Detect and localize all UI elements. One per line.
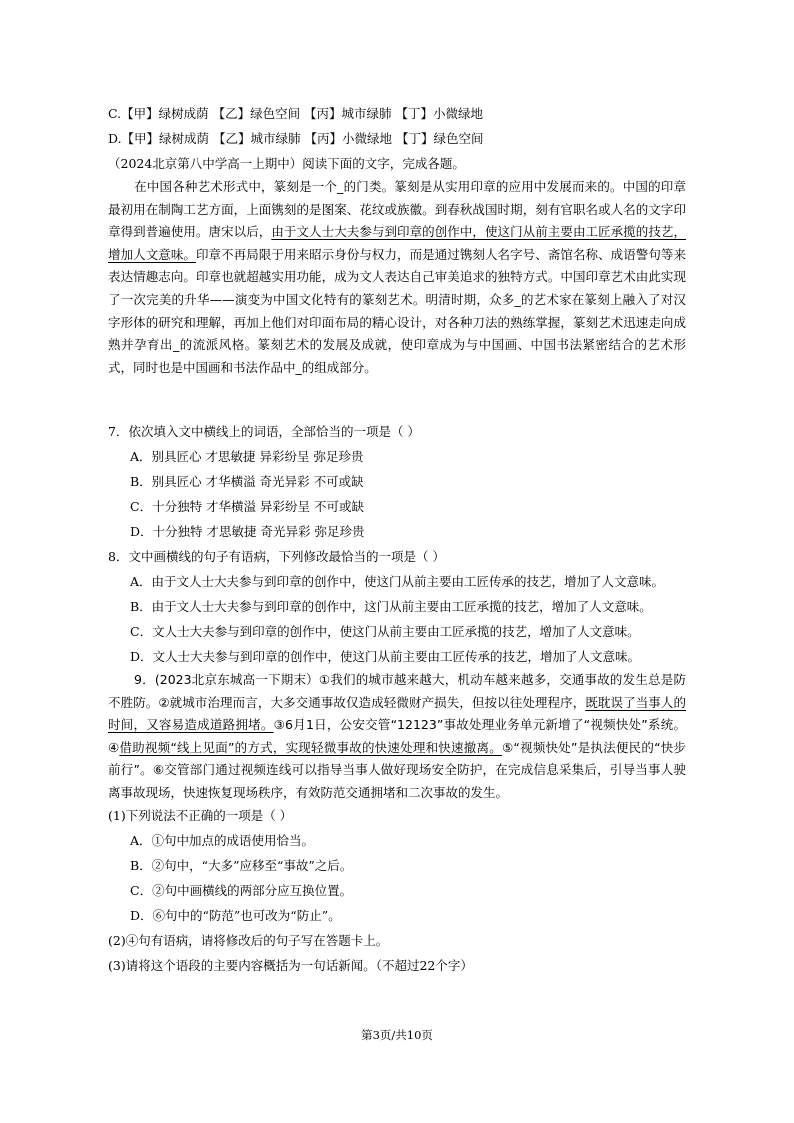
section-source: （2024北京第八中学高一上期中）阅读下面的文字，完成各题。 bbox=[108, 156, 465, 171]
question-9-1-option-b: B．②句中，“大多”应移至“事故”之后。 bbox=[130, 858, 353, 873]
question-7-stem: 7．依次填入文中横线上的词语，全部恰当的一项是（ ） bbox=[108, 424, 420, 439]
question-7-option-c: C．十分独特 才华横溢 异彩纷呈 不可或缺 bbox=[130, 499, 364, 514]
question-9-sentence-3: ③6月1日，公安交管“12123”事故处理业务单元新增了“视频快处”系统。④ bbox=[108, 717, 686, 755]
question-8-option-c: C．文人士大夫参与到印章的创作中，使这门从前主要由工匠承揽的技艺，增加了人文意味。 bbox=[130, 624, 640, 639]
passage-1-before: 在中国各种艺术形式中，篆刻是一个_的门类。篆刻是从实用印章的应用中发展而来的。中国的印章最初用在制陶工艺方面，上面镌刻的是图案、花纹或族徽。到春秋战国时期，刻有官职名或人名的文字印章得到普遍使用。唐宋以后， bbox=[108, 179, 686, 240]
question-9-underlined-part: 既耽误了当事人的时间，又容易造成道路拥堵。 bbox=[108, 694, 686, 733]
question-9-1-option-d: D．⑥句中的“防范”也可改为“防止”。 bbox=[130, 908, 341, 923]
question-9-1-option-a: A．①句中加点的成语使用恰当。 bbox=[130, 833, 315, 848]
question-8-option-d: D．文人士大夫参与到印章的创作中，使这门从前主要由工匠传承的技艺，增加了人文意味。 bbox=[130, 649, 641, 664]
option-c-prev: C.【甲】绿树成荫 【乙】绿色空间 【丙】城市绿肺 【丁】小微绿地 bbox=[108, 106, 484, 121]
question-8-option-b: B．由于文人士大夫参与到印章的创作中，这门从前主要由工匠承揽的技艺，增加了人文意味。 bbox=[130, 599, 652, 614]
question-9-1-stem: (1)下列说法不正确的一项是（ ） bbox=[108, 808, 293, 823]
page-footer: 第3页/共10页 bbox=[361, 1028, 433, 1042]
question-8-option-a: A．由于文人士大夫参与到印章的创作中，使这门从前主要由工匠传承的技艺，增加了人文意味。 bbox=[130, 574, 665, 589]
passage-1 bbox=[108, 176, 686, 379]
question-9-passage bbox=[108, 669, 686, 805]
question-7-option-b: B．别具匠心 才华横溢 奇光异彩 不可或缺 bbox=[130, 474, 364, 489]
question-9-sentences-1-2: 9．(2023北京东城高一下期末）①我们的城市越来越大，机动车越来越多，交通事故的发生总是防不胜防。②就城市治理而言，大多交通事故仅造成轻微财产损失，但按以往处理程序， bbox=[108, 672, 686, 710]
question-7-option-d: D．十分独特 才思敏捷 奇光异彩 弥足珍贵 bbox=[130, 524, 365, 539]
question-7-option-a: A．别具匠心 才思敏捷 异彩纷呈 弥足珍贵 bbox=[130, 449, 364, 464]
question-9-2: (2)④句有语病，请将修改后的句子写在答题卡上。 bbox=[108, 933, 389, 948]
passage-1-underlined-sentence: 由于文人士大夫参与到印章的创作中，使这门从前主要由工匠承揽的技艺，增加人文意味。 bbox=[108, 224, 686, 262]
question-9-sentences-5-6: ⑤“视频快处”是执法便民的“快步前行”。⑥交管部门通过视频连线可以指导当事人做好现场安全防护，在完成信息采集后，引导当事人驶离事故现场，快速恢复现场秩序，有效防范交通拥堵和二次事故的发生。 bbox=[108, 739, 686, 800]
question-9-1-option-c: C．②句中画横线的两部分应互换位置。 bbox=[130, 883, 353, 898]
option-d-prev: D.【甲】绿树成荫 【乙】城市绿肺 【丙】小微绿地 【丁】绿色空间 bbox=[108, 131, 484, 146]
question-8-stem: 8．文中画横线的句子有语病，下列修改最恰当的一项是（ ） bbox=[108, 549, 445, 564]
question-9-3: (3)请将这个语段的主要内容概括为一句话新闻。（不超过22个字） bbox=[108, 958, 473, 973]
passage-1-after: 印章不再局限于用来昭示身份与权力，而是通过镌刻人名字号、斋馆名称、成语警句等来表达情趣志向。印章也就超越实用功能，成为文人表达自己审美追求的独特方式。中国印章艺术由此实现了一次完美的升华——演变为中国文化特有的篆刻艺术。明清时期，众多_的艺术家在篆刻上融入了对汉字形体的研究和理解，再加上他们对印面布局的精心设计，对各种刀法的熟练掌握，篆刻艺术迅速走向成熟并孕育出_的流派风格。篆刻艺术的发展及成就，使印章成为与中国画、中国书法紧密结合的艺术形式，同时也是中国画和书法作品中_的组成部分。 bbox=[108, 246, 686, 375]
question-9-underlined-sentence-4: 借助视频“线上见面”的方式，实现轻微事故的快速处理和快速撤离。 bbox=[119, 739, 502, 755]
